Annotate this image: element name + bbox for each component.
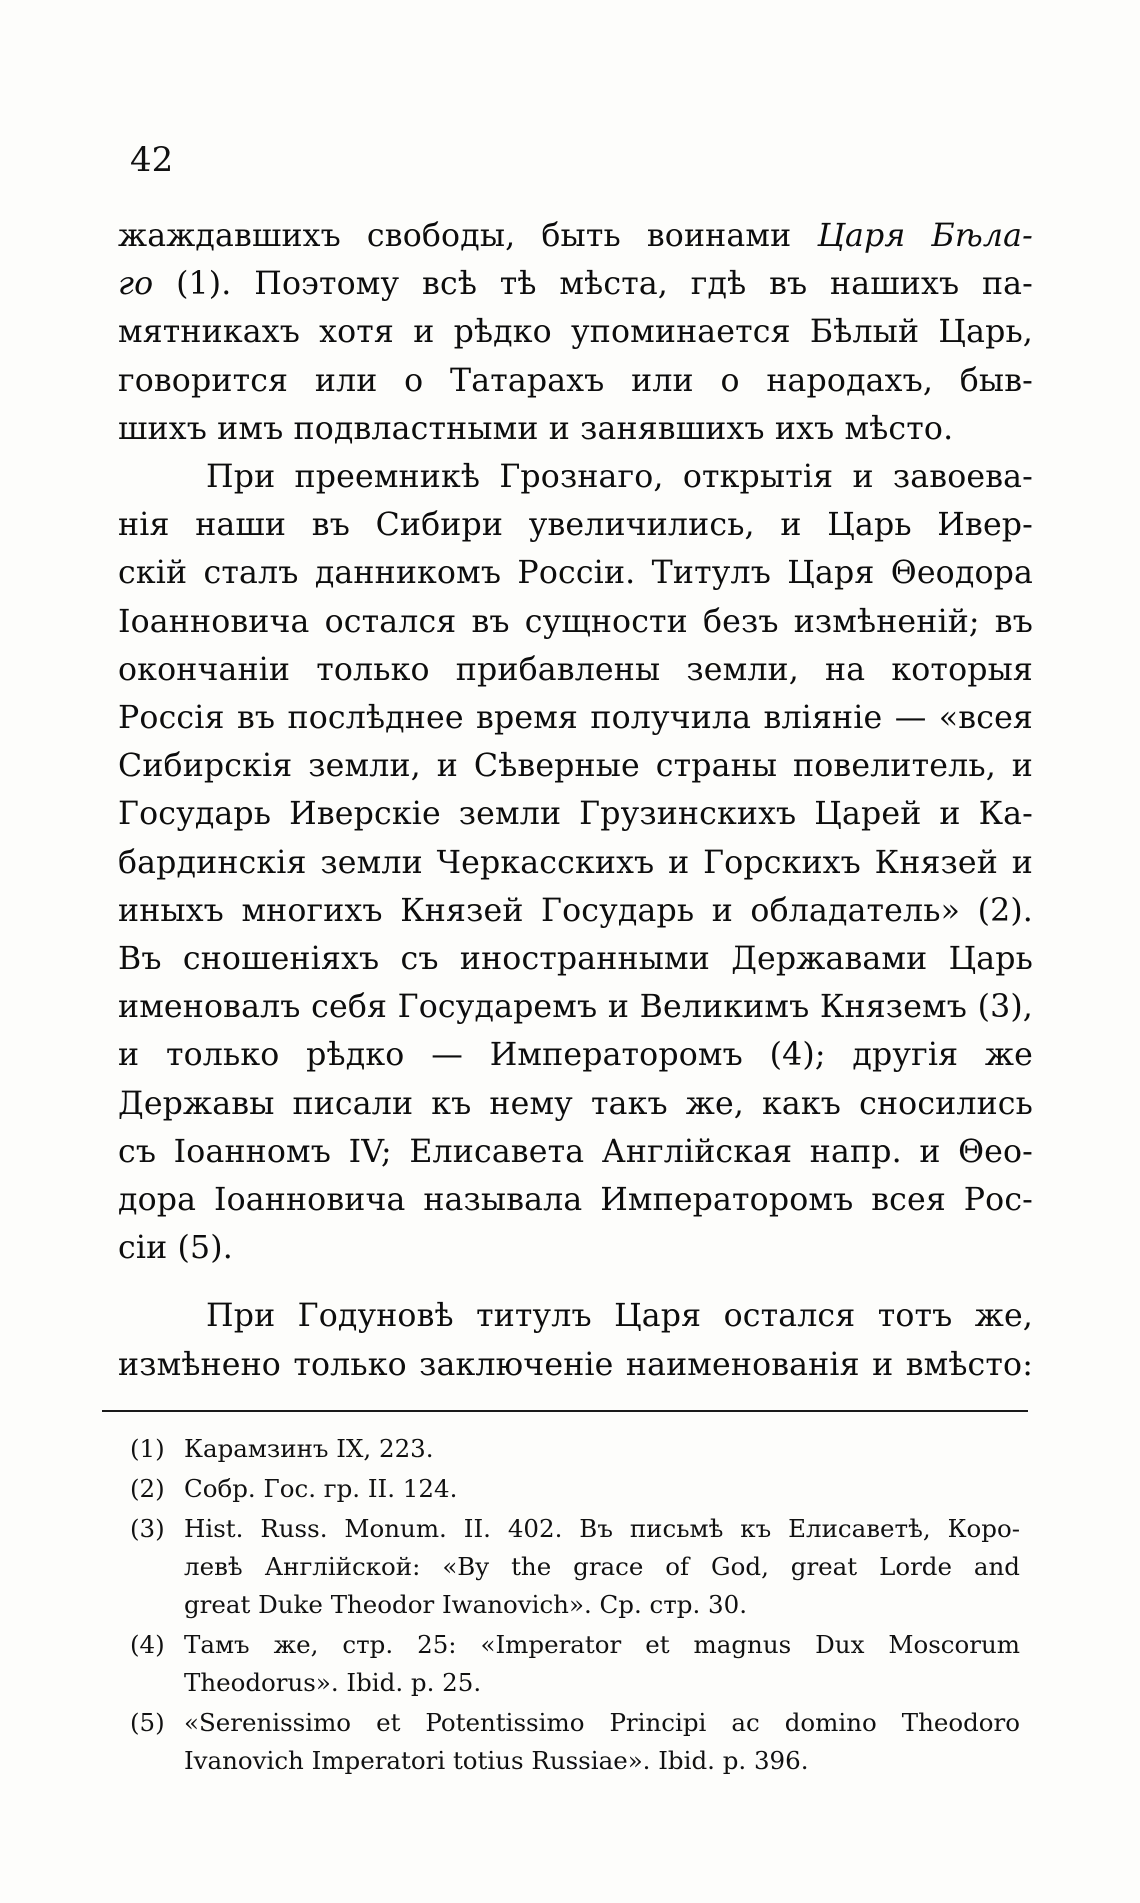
text-line: го (1). Поэтому всѣ тѣ мѣста, гдѣ въ нашихъ па- [118, 266, 1033, 303]
text-line: мятникахъ хотя и рѣдко упоминается Бѣлый Царь, [118, 314, 1033, 351]
footnote-mark: (3) [130, 1514, 165, 1543]
footnote-mark: (1) [130, 1434, 165, 1463]
footnote-line: Собр. Гос. гр. II. 124. [184, 1474, 458, 1503]
text-line: съ Іоанномъ IV; Елисавета Англійская напр. и Θео- [118, 1133, 1033, 1170]
footnote-line: great Duke Theodor Iwanovich». Ср. стр. 30. [184, 1590, 748, 1619]
footnotes [130, 1430, 1020, 1782]
footnote-mark: (2) [130, 1474, 165, 1503]
footnote [130, 1430, 1020, 1468]
text-line: Державы писали къ нему такъ же, какъ сносились [118, 1085, 1033, 1122]
text-line: При преемникѣ Грознаго, открытія и завоева- [206, 459, 1033, 496]
footnote-line: Ivanovich Imperatori totius Russiae». Ibid. p. 396. [184, 1746, 809, 1775]
text-line: окончаніи только прибавлены земли, на которыя [118, 651, 1033, 688]
text-line: Государь Иверскіе земли Грузинскихъ Царей и Ка- [118, 796, 1033, 833]
text-line: именовалъ себя Государемъ и Великимъ Княземъ (3), [118, 989, 1033, 1026]
footnote-divider [102, 1410, 1028, 1412]
footnote [130, 1510, 1020, 1624]
text-line: шихъ имъ подвластными и занявшихъ ихъ мѣсто. [118, 410, 954, 447]
text-line: нія наши въ Сибири увеличились, и Царь Ивер- [118, 507, 1033, 544]
text-line: Сибирскія земли, и Сѣверные страны повелитель, и [118, 748, 1033, 785]
page-number: 42 [130, 140, 174, 180]
text-line: Въ сношеніяхъ съ иностранными Державами Царь [118, 941, 1033, 978]
text-line: Россія въ послѣднее время получила вліяніе — «всея [118, 700, 1033, 737]
footnote [130, 1626, 1020, 1702]
text-line: жаждавшихъ свободы, быть воинами Царя Бѣла- [118, 218, 1033, 254]
footnote [130, 1470, 1020, 1508]
text-line: При Годуновѣ титулъ Царя остался тотъ же, [206, 1298, 1033, 1335]
main-text [118, 212, 1033, 1389]
text-line: иныхъ многихъ Князей Государь и обладатель» (2). [118, 892, 1033, 929]
footnote-line: левѣ Англійской: «By the grace of God, great Lorde and [184, 1552, 1020, 1581]
text-line: Іоанновича остался въ сущности безъ измѣненій; въ [118, 603, 1033, 640]
footnote-mark: (5) [130, 1708, 165, 1737]
text-line: говорится или о Татарахъ или о народахъ, быв- [118, 362, 1033, 399]
text-line: скій сталъ данникомъ Россіи. Титулъ Царя Θеодора [118, 555, 1033, 592]
text-line: сіи (5). [118, 1230, 233, 1267]
text-line: и только рѣдко — Императоромъ (4); другія же [118, 1037, 1033, 1074]
footnote-line: Карамзинъ IX, 223. [184, 1434, 434, 1463]
footnote [130, 1704, 1020, 1780]
footnote-line: Тамъ же, стр. 25: «Imperator et magnus Dux Moscorum [184, 1630, 1020, 1659]
text-line: бардинскія земли Черкасскихъ и Горскихъ Князей и [118, 844, 1033, 881]
text-line: измѣнено только заключеніе наименованія и вмѣсто: [118, 1346, 1033, 1383]
text-line: дора Іоанновича называла Императоромъ всея Рос- [118, 1182, 1033, 1219]
footnote-line: «Serenissimo et Potentissimo Principi ac domino Theodoro [184, 1708, 1020, 1737]
footnote-line: Hist. Russ. Monum. II. 402. Въ письмѣ къ Елисаветѣ, Коро- [184, 1514, 1020, 1543]
footnote-mark: (4) [130, 1630, 165, 1659]
footnote-line: Theodorus». Ibid. p. 25. [184, 1668, 482, 1697]
